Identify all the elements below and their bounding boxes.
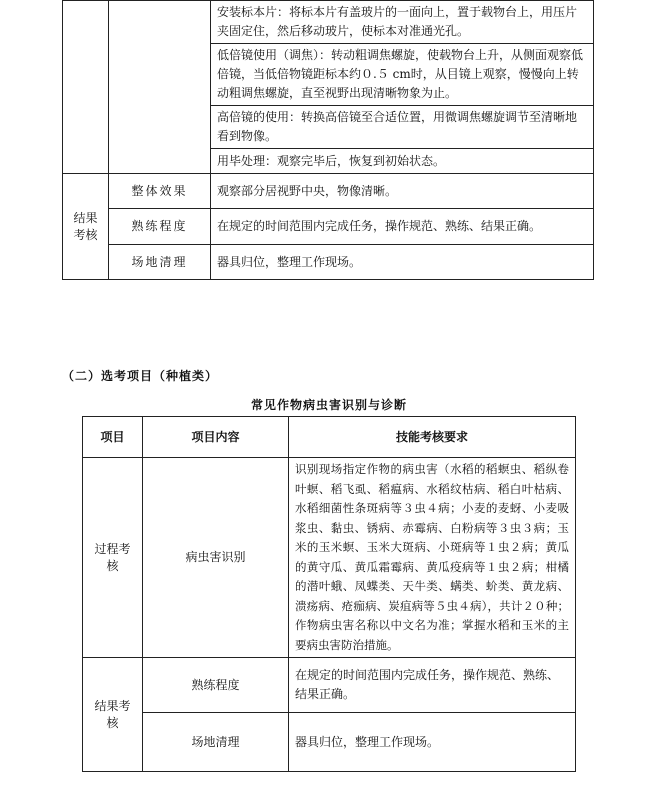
result-item: 熟练程度: [109, 209, 211, 245]
blank-item-cell: [109, 1, 211, 174]
result-assessment-label: 结果考核: [63, 174, 109, 280]
result-item: 场地清理: [143, 713, 289, 772]
result-requirement: 器具归位，整理工作现场。: [211, 245, 594, 280]
step-low-power-focus: 低倍镜使用（调焦）：转动粗调焦螺旋，使载物台上升，从侧面观察低倍镜，当低倍物镜距标本约０.５ cm时，从目镜上观察，慢慢向上转动粗调焦螺旋，直至视野出现清晰物象为止。: [211, 44, 594, 106]
result-requirement: 器具归位，整理工作现场。: [289, 713, 576, 772]
step-mount-specimen: 安装标本片：将标本片有盖玻片的一面向上，置于载物台上，用压片夹固定住，然后移动玻片，使标本对准通光孔。: [211, 1, 594, 44]
result-item: 场地清理: [109, 245, 211, 280]
process-assessment-label: 过程考核: [83, 458, 143, 658]
result-requirement: 在规定的时间范围内完成任务，操作规范、熟练、结果正确。: [289, 658, 576, 713]
table-header-row: [83, 417, 576, 458]
result-item: 熟练程度: [143, 658, 289, 713]
column-header-requirement: 技能考核要求: [289, 417, 576, 458]
result-requirement: 在规定的时间范围内完成任务，操作规范、熟练、结果正确。: [211, 209, 594, 245]
step-high-power: 高倍镜的使用：转换高倍镜至合适位置，用微调焦螺旋调节至清晰地看到物像。: [211, 106, 594, 149]
process-item: 病虫害识别: [143, 458, 289, 658]
table-row: [63, 245, 594, 280]
operation-assessment-table: [62, 0, 594, 280]
table-row: [63, 1, 594, 44]
result-requirement: 观察部分居视野中央，物像清晰。: [211, 174, 594, 209]
table-row: [63, 209, 594, 245]
table-caption: 常见作物病虫害识别与诊断: [250, 398, 407, 412]
column-header-content: 项目内容: [143, 417, 289, 458]
pest-disease-table: [82, 416, 576, 772]
process-requirement: 识别现场指定作物的病虫害（水稻的稻螟虫、稻纵卷叶螟、稻飞虱、稻瘟病、水稻纹枯病、稻白叶枯病、水稻细菌性条斑病等３虫４病；小麦的麦蚜、小麦吸浆虫、黏虫、锈病、赤霉病、白粉病等３虫３病；玉米的玉米螟、玉米大斑病、小斑病等１虫２病；黄瓜的黄守瓜、黄瓜霜霉病、黄瓜疫病等１虫２病；柑橘的潜叶蛾、凤蝶类、天牛类、螨类、蚧类、黄龙病、溃疡病、疮痂病、炭疽病等５虫４病），共计２０种；作物病虫害名称以中文名为准；掌握水稻和玉米的主要病虫害防治措施。: [289, 458, 576, 658]
table-row: [83, 458, 576, 658]
section-heading: （二）选考项目（种植类）: [62, 369, 219, 383]
table-row: [63, 174, 594, 209]
table-row: [83, 713, 576, 772]
step-finish: 用毕处理：观察完毕后，恢复到初始状态。: [211, 149, 594, 174]
result-assessment-label: 结果考核: [83, 658, 143, 772]
result-item: 整体效果: [109, 174, 211, 209]
table-row: [83, 658, 576, 713]
blank-label-cell: [63, 1, 109, 174]
column-header-project: 项目: [83, 417, 143, 458]
